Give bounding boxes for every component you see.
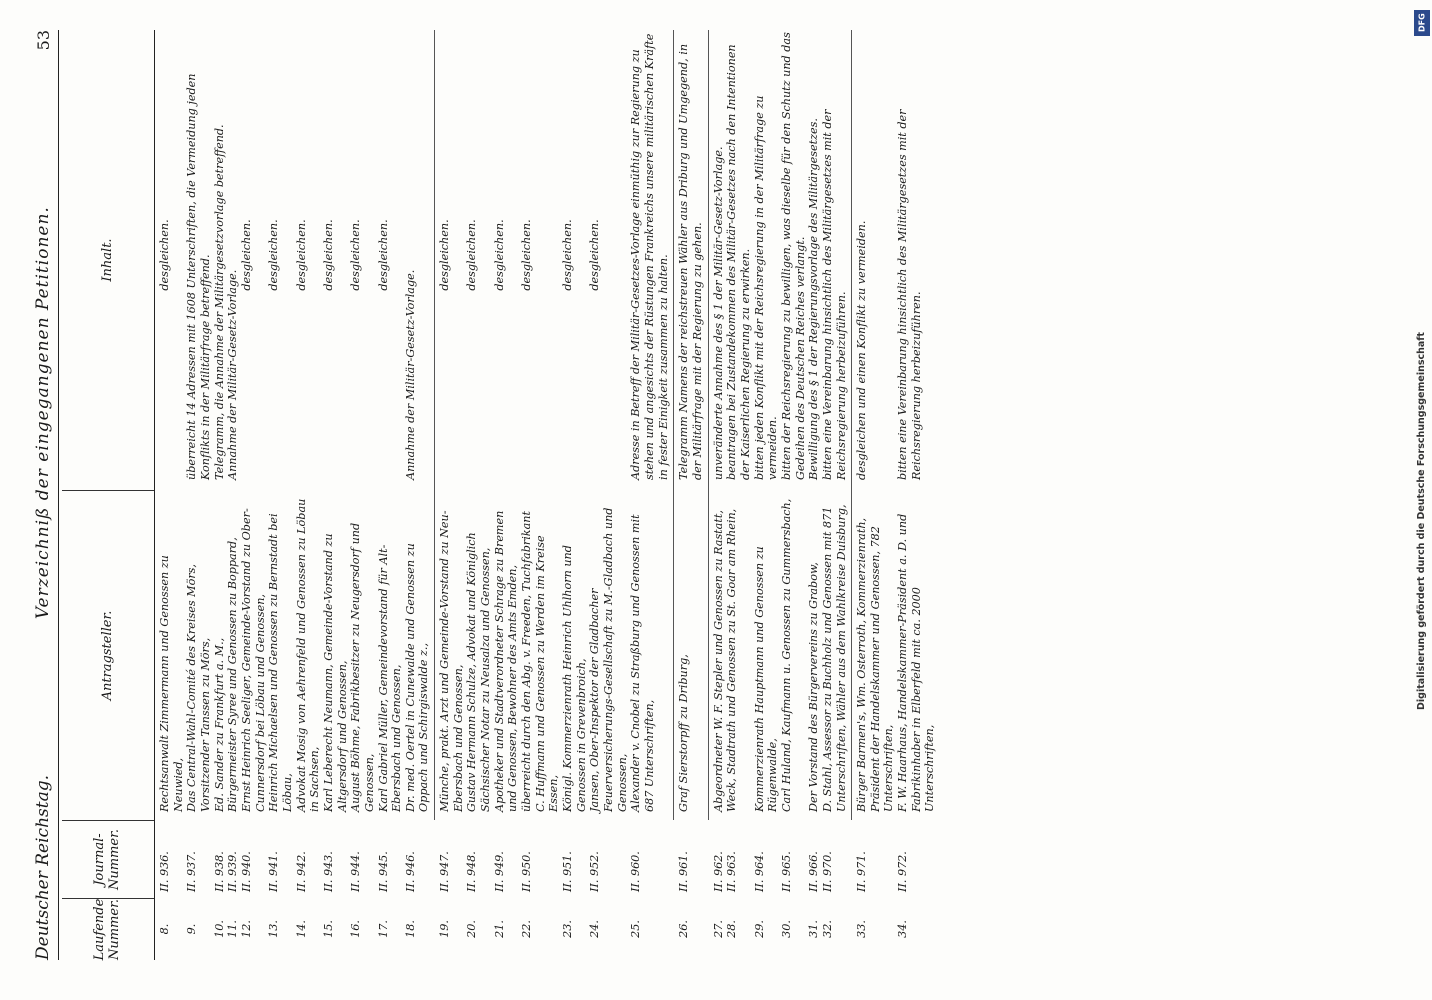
row-number: 9. (185, 923, 199, 935)
table-row (226, 30, 240, 960)
row-petitioner: F. W. Haarhaus, Handelskammer-Präsident a. D. und Fabrikinhaber in Elberfeld mit ca. 2000 Unterschriften, (896, 513, 937, 812)
table-row (588, 30, 629, 960)
table-row (158, 30, 185, 960)
row-number: 33. (855, 920, 869, 938)
table-row (322, 30, 349, 960)
row-number: 21. (492, 920, 506, 938)
row-journal: II. 936. (158, 851, 171, 892)
row-petitioner: Jansen, Ober-Inspektor der Gladbacher Feuerversicherungs-Gesellschaft zu M.-Gladbach und Genossen, (588, 507, 629, 812)
row-journal: II. 943. (321, 851, 335, 892)
page-number: 53 (34, 30, 53, 51)
table-row (561, 30, 588, 960)
row-content: desgleichen. (465, 219, 479, 291)
row-content: desgleichen. (349, 219, 363, 291)
row-petitioner: Der Vorstand des Bürgervereins zu Grabow, (807, 562, 821, 812)
row-petitioner: Carl Huland, Kaufmann u. Genossen zu Gummersbach, (779, 498, 793, 812)
row-petitioner: Alexander v. Cnobel zu Straßburg und Genossen mit 687 Unterschriften, (629, 514, 656, 812)
table-row (185, 30, 212, 960)
row-journal: II. 949. (492, 851, 506, 892)
row-journal: II. 947. (438, 851, 452, 892)
row-content: bitten der Reichsregierung zu bewilligen, was dieselbe für den Schutz und das Gedeihen des Deutschen Reiches verlangt. (779, 32, 807, 480)
row-number: 26. (677, 920, 691, 938)
row-petitioner: Heinrich Michaelsen und Genossen zu Bernstadt bei Löbau, (267, 513, 294, 812)
row-journal: II. 971. (855, 851, 869, 892)
row-petitioner: Kommerzienrath Hauptmann und Genossen zu Rügenwalde, (752, 546, 780, 812)
row-journal: II. 940. (239, 851, 253, 892)
credit-strip (1414, 10, 1430, 990)
row-journal: II. 972. (896, 851, 910, 892)
row-number: 16. (349, 920, 363, 938)
table-row (213, 30, 227, 960)
row-petitioner: Ed. Sander zu Frankfurt a. M., (212, 637, 226, 812)
table-row (712, 30, 726, 960)
row-content: desgleichen und einen Konflikt zu vermeiden. (855, 220, 869, 480)
table-row (677, 30, 704, 960)
row-number: 15. (321, 920, 335, 938)
page-header (8, 30, 59, 960)
row-petitioner: Gustav Hermann Schulze, Advokat und Königlich Sächsischer Notar zu Neusalza und Genossen, (465, 532, 493, 812)
row-petitioner: Abgeordneter W. F. Stepler und Genossen zu Rastatt, (711, 510, 725, 812)
table-row (267, 30, 294, 960)
table-row (465, 30, 492, 960)
row-number: 28. (725, 920, 739, 938)
row-content: Telegramm, die Annahme der Militärgesetzvorlage betreffend. (212, 124, 226, 480)
row-journal: II. 964. (752, 851, 766, 892)
col-header-number: Laufende Nummer. (62, 898, 154, 960)
row-petitioner: Karl Leberecht Neumann, Gemeinde-Vorstand zu Altgersdorf und Genossen, (321, 533, 349, 812)
row-content: desgleichen. (438, 219, 452, 291)
row-journal: II. 952. (588, 851, 602, 892)
row-number: 17. (376, 920, 390, 938)
row-content: überreicht 14 Adressen mit 1608 Unterschriften, die Vermeidung jeden Konflikts in der Militärfrage betreffend. (185, 73, 212, 480)
row-number: 30. (779, 920, 793, 938)
table-row (438, 30, 465, 960)
row-journal: II. 941. (267, 851, 281, 892)
row-petitioner: Weck, Stadtrath und Genossen zu St. Goar am Rhein, (725, 508, 739, 812)
row-content: desgleichen. (321, 219, 335, 291)
row-content: desgleichen. (267, 219, 281, 291)
col-header-journal: Journal-Nummer. (62, 820, 154, 898)
row-number: 25. (629, 920, 643, 938)
row-content: Adresse in Betreff der Militär-Gesetzes-Vorlage einmüthig zur Regierung zu stehen und angesichts der Rüstungen Frankreichs unsere militärischen Kräfte in fester Einigkeit zusammen zu halten. (629, 33, 670, 480)
row-number: 19. (438, 920, 452, 938)
dfg-logo: DFG (1414, 10, 1430, 36)
row-number: 20. (465, 920, 479, 938)
col-header-content: Inhalt. (99, 238, 115, 282)
row-number: 32. (820, 920, 834, 938)
row-journal: II. 961. (677, 851, 691, 892)
table-row (349, 30, 376, 960)
row-petitioner: Das Central-Wahl-Comité des Kreises Mörs, Vorsitzender Tanssen zu Mörs, (185, 564, 212, 812)
row-journal: II. 966. (807, 851, 821, 892)
row-content: desgleichen. (492, 219, 506, 291)
row-content: desgleichen. (239, 219, 253, 291)
row-content: Bewilligung des § 1 der Regierungsvorlage des Militärgesetzes. (807, 118, 821, 480)
row-content: desgleichen. (588, 219, 602, 291)
row-divider (708, 30, 709, 820)
row-journal: II. 939. (226, 851, 240, 892)
row-number: 29. (752, 920, 766, 938)
table-row (821, 30, 848, 960)
row-divider (673, 30, 674, 820)
table-row (725, 30, 752, 960)
row-number: 24. (588, 920, 602, 938)
table-row (807, 30, 821, 960)
row-journal: II. 945. (376, 851, 390, 892)
row-journal: II. 942. (294, 851, 308, 892)
row-journal: II. 965. (779, 851, 793, 892)
row-content: Annahme der Militär-Gesetz-Vorlage. (226, 269, 240, 480)
row-journal: II. 946. (403, 851, 417, 892)
row-journal: II. 944. (349, 851, 363, 892)
row-content: Telegramm Namens der reichstreuen Wähler aus Driburg und Umgegend, in der Militärfrage mit der Regierung zu gehen. (677, 43, 704, 480)
row-journal: II. 938. (212, 851, 226, 892)
row-petitioner: Bürgermeister Syree und Genossen zu Boppard, (226, 537, 240, 812)
row-petitioner: Bürger Barmen's, Wm. Osterroth, Kommerzienrath, Präsident der Handelskammer und Genossen, 782 Unterschriften, (855, 517, 896, 812)
row-divider (434, 30, 435, 820)
table-row (896, 30, 937, 960)
header-title: Verzeichniß der eingegangenen Petitionen. (33, 206, 53, 620)
row-petitioner: Ernst Heinrich Seeliger, Gemeinde-Vorstand zu Ober-Cunnersdorf bei Löbau und Genossen, (239, 508, 267, 812)
row-journal: II. 963. (725, 851, 739, 892)
row-petitioner: Advokat Mosig von Aehrenfeld und Genossen zu Löbau in Sachsen, (294, 498, 322, 812)
row-content: Annahme der Militär-Gesetz-Vorlage. (403, 269, 417, 480)
row-number: 27. (711, 920, 725, 938)
row-content: beantragen bei Zustandekommen des Militär-Gesetzes nach den Intentionen der Kaiserlichen Regierung zu erwirken. (725, 44, 752, 480)
row-number: 31. (807, 920, 821, 938)
row-journal: II. 950. (520, 851, 534, 892)
table-row (295, 30, 322, 960)
row-content: bitten jeden Konflikt mit der Reichsregierung in der Militärfrage zu vermeiden. (752, 95, 780, 480)
row-number: 12. (239, 920, 253, 938)
row-petitioner: Rechtsanwalt Zimmermann und Genossen zu Neuwied, (158, 555, 185, 812)
table-row (629, 30, 670, 960)
row-content: unveränderte Annahme des § 1 der Militär-Gesetz-Vorlage. (711, 146, 725, 480)
table-row (404, 30, 431, 960)
row-content: bitten eine Vereinbarung hinsichtlich des Militärgesetzes mit der Reichsregierung herbeizuführen. (896, 109, 923, 480)
row-content: desgleichen. (158, 219, 171, 291)
row-journal: II. 962. (711, 851, 725, 892)
table-row (855, 30, 896, 960)
table-row (377, 30, 404, 960)
table-row (753, 30, 780, 960)
table-row (240, 30, 267, 960)
petition-table (158, 30, 937, 960)
col-header-petitioner: Antragsteller. (62, 490, 154, 820)
row-petitioner: Graf Sierstorpff zu Driburg, (677, 654, 691, 812)
row-petitioner: Königl. Kommerzienrath Heinrich Uhlhorn und Genossen in Grevenbroich, (561, 545, 588, 812)
row-petitioner: Münche, prakt. Arzt und Gemeinde-Vorstand zu Neu-Ebersbach und Genossen, (438, 510, 465, 812)
row-journal: II. 951. (561, 851, 575, 892)
column-headers (62, 30, 155, 960)
row-content: desgleichen. (561, 219, 575, 291)
row-petitioner: überreicht durch den Abg. v. Freeden, Tuchfabrikant C. Huffmann und Genossen zu Werden im Kreise Essen, (520, 511, 561, 812)
row-number: 8. (158, 923, 171, 935)
row-number: 11. (226, 920, 240, 938)
row-number: 22. (520, 920, 534, 938)
row-journal: II. 937. (185, 851, 199, 892)
row-number: 34. (896, 920, 910, 938)
table-row (493, 30, 520, 960)
row-petitioner: Apotheker und Stadtverordneter Schrage zu Bremen und Genossen, Bewohner des Amts Emden, (492, 510, 520, 812)
header-publication: Deutscher Reichstag. (33, 775, 53, 960)
row-content: desgleichen. (294, 219, 308, 291)
row-journal: II. 948. (465, 851, 479, 892)
row-journal: II. 970. (820, 851, 834, 892)
row-number: 10. (212, 920, 226, 938)
credit-text: Digitalisierung gefördert durch die Deutsche Forschungsgemeinschaft (1416, 332, 1427, 710)
row-number: 14. (294, 920, 308, 938)
row-divider (851, 30, 852, 820)
table-row (520, 30, 561, 960)
row-petitioner: Karl Gabriel Müller, Gemeindevorstand für Alt-Ebersbach und Genossen, (376, 544, 404, 812)
rotated-page (8, 0, 1308, 1000)
row-content: bitten eine Vereinbarung hinsichtlich des Militärgesetzes mit der Reichsregierung herbeizuführen. (820, 109, 848, 480)
row-petitioner: Dr. med. Oertel in Cunewalde und Genossen zu Oppach und Schirgiswalde z., (403, 543, 431, 812)
row-content: desgleichen. (520, 219, 534, 291)
row-content: desgleichen. (376, 219, 390, 291)
row-petitioner: D. Stahl, Assessor zu Buchholz und Genossen mit 871 Unterschriften, Wähler aus dem Wahlkreise Duisburg, (820, 504, 848, 812)
table-row (780, 30, 807, 960)
row-number: 18. (403, 920, 417, 938)
row-petitioner: August Böhme, Fabrikbesitzer zu Neugersdorf und Genossen, (349, 522, 376, 812)
row-number: 23. (561, 920, 575, 938)
row-journal: II. 960. (629, 851, 643, 892)
row-number: 13. (267, 920, 281, 938)
